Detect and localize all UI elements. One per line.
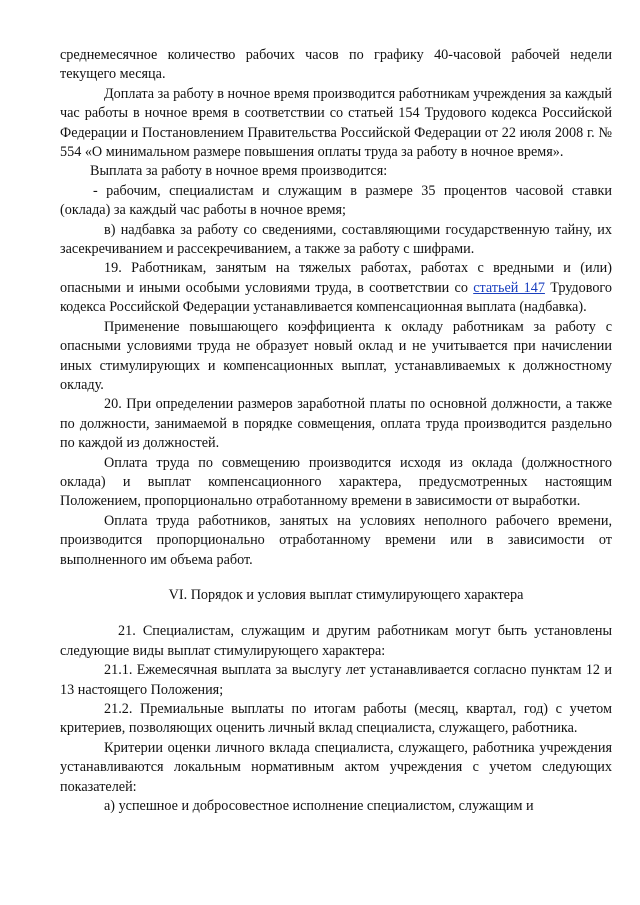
paragraph-workers-35: - рабочим, специалистам и служащим в размере 35 процентов часовой ставки (оклада) за каждый час работы в ночное время; — [60, 182, 612, 219]
paragraph-part-time: Оплата труда работников, занятых на условиях неполного рабочего времени, производится пропорционально отработанному времени или в зависимости от выполненного им объема работ. — [60, 512, 612, 568]
paragraph-criteria: Критерии оценки личного вклада специалиста, служащего, работника учреждения устанавливаются локальным нормативным актом учреждения с учетом следующих показателей: — [60, 739, 612, 795]
document-page — [60, 46, 612, 816]
paragraph-item-a: а) успешное и добросовестное исполнение специалистом, служащим и — [104, 798, 534, 815]
paragraph-19 — [60, 259, 612, 317]
paragraph-combination: Оплата труда по совмещению производится исходя из оклада (должностного оклада) и выплат компенсационного характера, предусмотренных настоящим Положением, пропорционально отработанному времени в зависимости от выработки. — [60, 454, 612, 510]
paragraph-night-pay: Доплата за работу в ночное время производится работникам учреждения за каждый час работы в ночное время в соответствии со статьей 154 Трудового кодекса Российской Федерации и Постановлением Правительства Российской Федерации от 22 июля 2008 г. № 554 «О минимальном размере повышения оплаты труда за работу в ночное время». — [60, 85, 612, 161]
paragraph-night-made: Выплата за работу в ночное время производится: — [90, 163, 388, 180]
paragraph-19-text-before: 19. Работникам, занятым на тяжелых работах, работах с вредными и (или) опасными и иными особыми условиями труда, в соответствии со — [60, 260, 612, 296]
paragraph-carryover: среднемесячное количество рабочих часов по графику 40-часовой рабочей недели текущего месяца. — [60, 47, 612, 83]
paragraph-coefficient: Применение повышающего коэффициента к окладу работникам за работу с опасными условиями труда не образует новый оклад и не учитывается при начислении иных стимулирующих и компенсационных выплат, устанавливаемых к должностному окладу. — [60, 318, 612, 393]
paragraph-21-1: 21.1. Ежемесячная выплата за выслугу лет устанавливается согласно пунктам 12 и 13 настоящего Положения; — [60, 662, 612, 698]
paragraph-21-2: 21.2. Премиальные выплаты по итогам работы (месяц, квартал, год) с учетом критериев, позволяющих оценить личный вклад специалиста, служащего, работника. — [60, 701, 612, 737]
paragraph-secret-allowance: в) надбавка за работу со сведениями, составляющими государственную тайну, их засекречиванием и рассекречиванием, а также за работу с шифрами. — [60, 221, 612, 258]
paragraph-21: 21. Специалистам, служащим и другим работникам могут быть установлены следующие виды выплат стимулирующего характера: — [60, 623, 612, 659]
paragraph-20: 20. При определении размеров заработной платы по основной должности, а также по должности, занимаемой в порядке совмещения, оплата труда производится раздельно по каждой из должностей. — [60, 396, 612, 452]
section-heading: VI. Порядок и условия выплат стимулирующего характера — [168, 586, 524, 603]
paragraph-19-text-after: Трудового кодекса Российской Федерации устанавливается компенсационная выплата (надбавка). — [60, 279, 612, 316]
article-147-link[interactable]: статьей 147 — [473, 279, 545, 296]
